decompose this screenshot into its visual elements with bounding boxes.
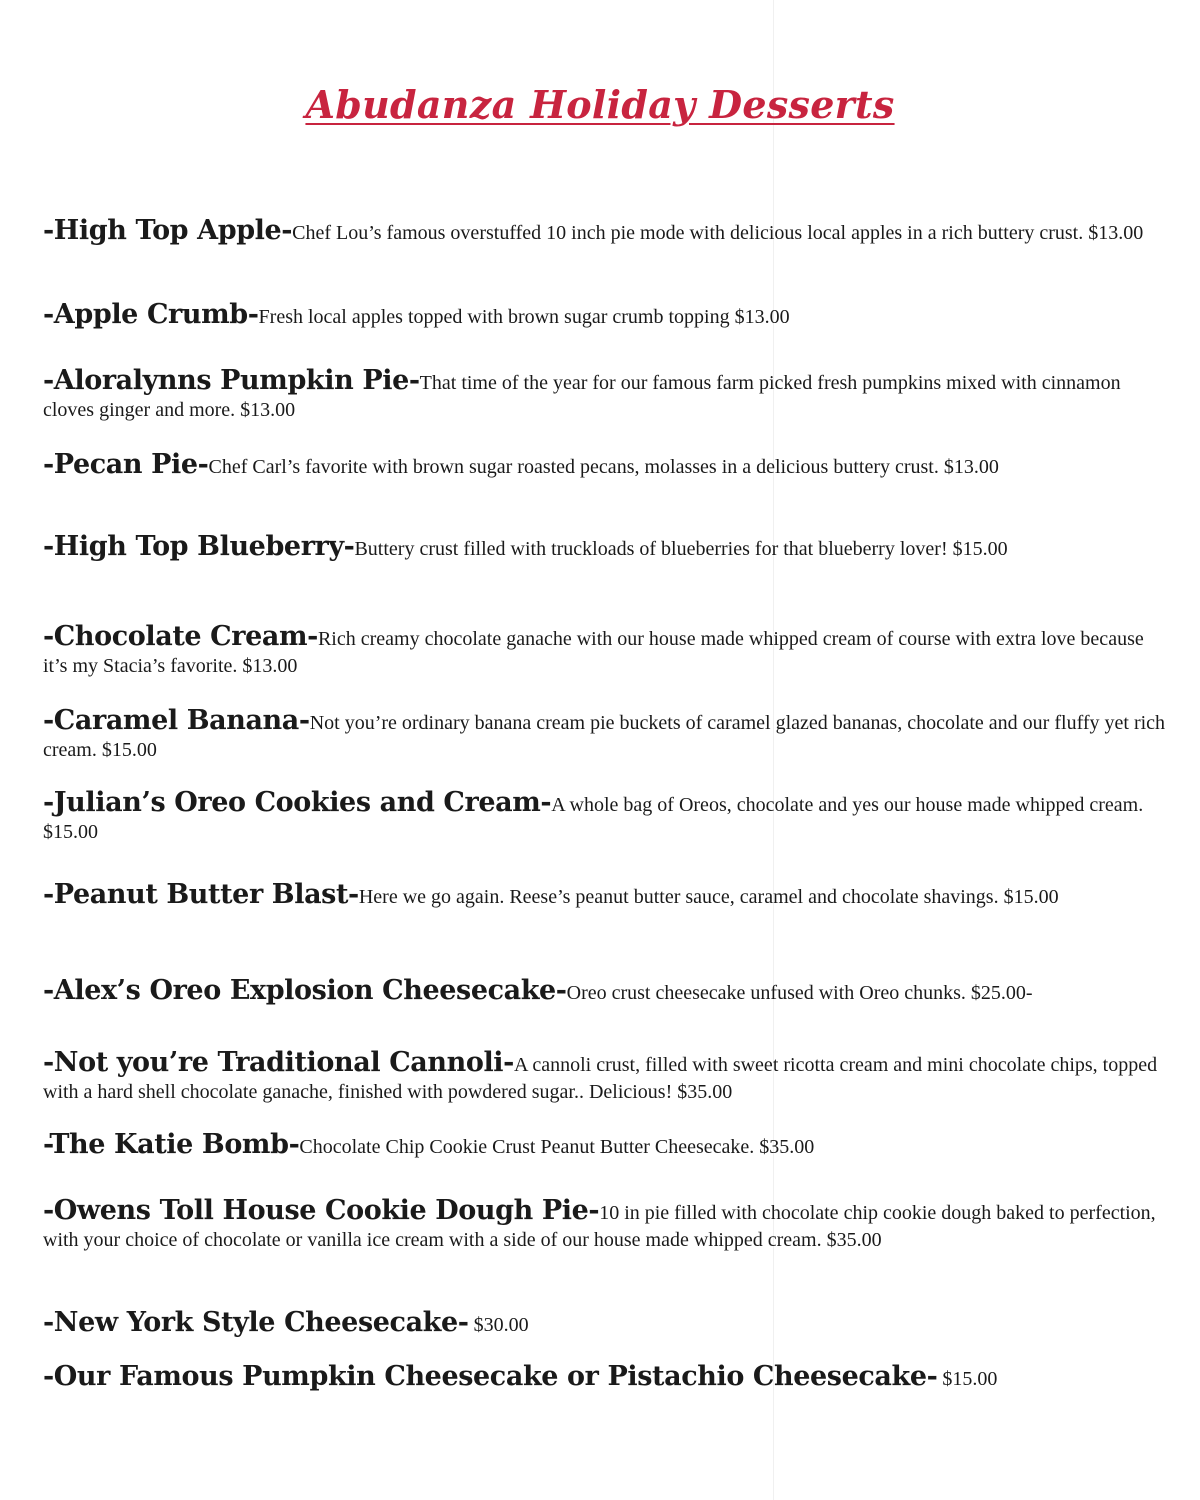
page-title-text: Abudanza Holiday Desserts xyxy=(305,82,895,127)
menu-item-name: -High Top Apple- xyxy=(43,215,293,246)
menu-item-julians-oreo-cookies-and-cream xyxy=(43,787,1173,846)
menu-item-peanut-butter-blast xyxy=(43,879,1173,911)
menu-item-chocolate-cream xyxy=(43,621,1173,680)
menu-item-name: -Apple Crumb- xyxy=(43,299,259,330)
menu-item-description: Here we go again. Reese’s peanut butter sauce, caramel and chocolate shavings. $15.00 xyxy=(358,886,1059,908)
menu-item-the-katie-bomb xyxy=(43,1129,1173,1161)
menu-item-high-top-apple xyxy=(43,215,1173,247)
menu-item-name: -Owens Toll House Cookie Dough Pie- xyxy=(43,1195,600,1226)
menu-item-owens-toll-house-cookie-dough-pie xyxy=(43,1195,1173,1254)
menu-item-pumpkin-or-pistachio-cheesecake xyxy=(43,1361,1173,1393)
menu-item-name: -Pecan Pie- xyxy=(43,449,209,480)
menu-item-description: 10 in pie filled with chocolate chip cookie dough baked to perfection, with your choice of chocolate or vanilla ice cream with a side of our house made whipped cream. $35.00 xyxy=(43,1202,1156,1251)
menu-item-description: Not you’re ordinary banana cream pie buckets of caramel glazed bananas, chocolate and our fluffy yet rich cream. $15.00 xyxy=(43,712,1166,761)
menu-item-new-york-style-cheesecake xyxy=(43,1307,1173,1339)
menu-item-description: A cannoli crust, filled with sweet ricotta cream and mini chocolate chips, topped with a hard shell chocolate ganache, finished with powdered sugar.. Delicious! $35.00 xyxy=(43,1054,1158,1103)
menu-item-description: $15.00 xyxy=(937,1368,998,1390)
menu-item-aloralynns-pumpkin-pie xyxy=(43,365,1173,424)
menu-item-caramel-banana xyxy=(43,705,1173,764)
menu-item-description: Oreo crust cheesecake unfused with Oreo chunks. $25.00- xyxy=(566,982,1033,1004)
menu-item-description: Chocolate Chip Cookie Crust Peanut Butter Cheesecake. $35.00 xyxy=(299,1136,815,1158)
menu-item-name: -Our Famous Pumpkin Cheesecake or Pistachio Cheesecake- xyxy=(43,1361,938,1392)
menu-item-description: Buttery crust filled with truckloads of blueberries for that blueberry lover! $15.00 xyxy=(354,538,1008,560)
menu-item-name: -Caramel Banana- xyxy=(43,705,310,736)
menu-item-name: -Peanut Butter Blast- xyxy=(43,879,359,910)
menu-item-name: -The Katie Bomb- xyxy=(43,1129,300,1160)
menu-item-description: Fresh local apples topped with brown sugar crumb topping $13.00 xyxy=(258,306,790,328)
menu-item-description: $30.00 xyxy=(468,1314,529,1336)
menu-item-name: -Alex’s Oreo Explosion Cheesecake- xyxy=(43,975,567,1006)
menu-item-name: -Julian’s Oreo Cookies and Cream- xyxy=(43,787,552,818)
menu-item-name: -High Top Blueberry- xyxy=(43,531,355,562)
menu-item-description: Chef Carl’s favorite with brown sugar roasted pecans, molasses in a delicious buttery crust. $13.00 xyxy=(208,456,999,478)
menu-item-name: -Chocolate Cream- xyxy=(43,621,318,652)
menu-item-high-top-blueberry xyxy=(43,531,1173,563)
menu-item-name: -New York Style Cheesecake- xyxy=(43,1307,469,1338)
menu-item-apple-crumb xyxy=(43,299,1173,331)
menu-item-description: Chef Lou’s famous overstuffed 10 inch pie mode with delicious local apples in a rich buttery crust. $13.00 xyxy=(292,222,1144,244)
menu-item-alexs-oreo-explosion-cheesecake xyxy=(43,975,1173,1007)
menu-item-not-youre-traditional-cannoli xyxy=(43,1047,1173,1106)
menu-item-pecan-pie xyxy=(43,449,1173,481)
menu-item-name: -Aloralynns Pumpkin Pie- xyxy=(43,365,420,396)
menu-item-name: -Not you’re Traditional Cannoli- xyxy=(43,1047,514,1078)
page-title xyxy=(0,82,1200,127)
menu-item-description: That time of the year for our famous farm picked fresh pumpkins mixed with cinnamon cloves ginger and more. $13.00 xyxy=(43,372,1121,421)
menu-item-description: A whole bag of Oreos, chocolate and yes our house made whipped cream. $15.00 xyxy=(43,794,1144,843)
menu-item-description: Rich creamy chocolate ganache with our house made whipped cream of course with extra love because it’s my Stacia’s favorite. $13.00 xyxy=(43,628,1144,677)
